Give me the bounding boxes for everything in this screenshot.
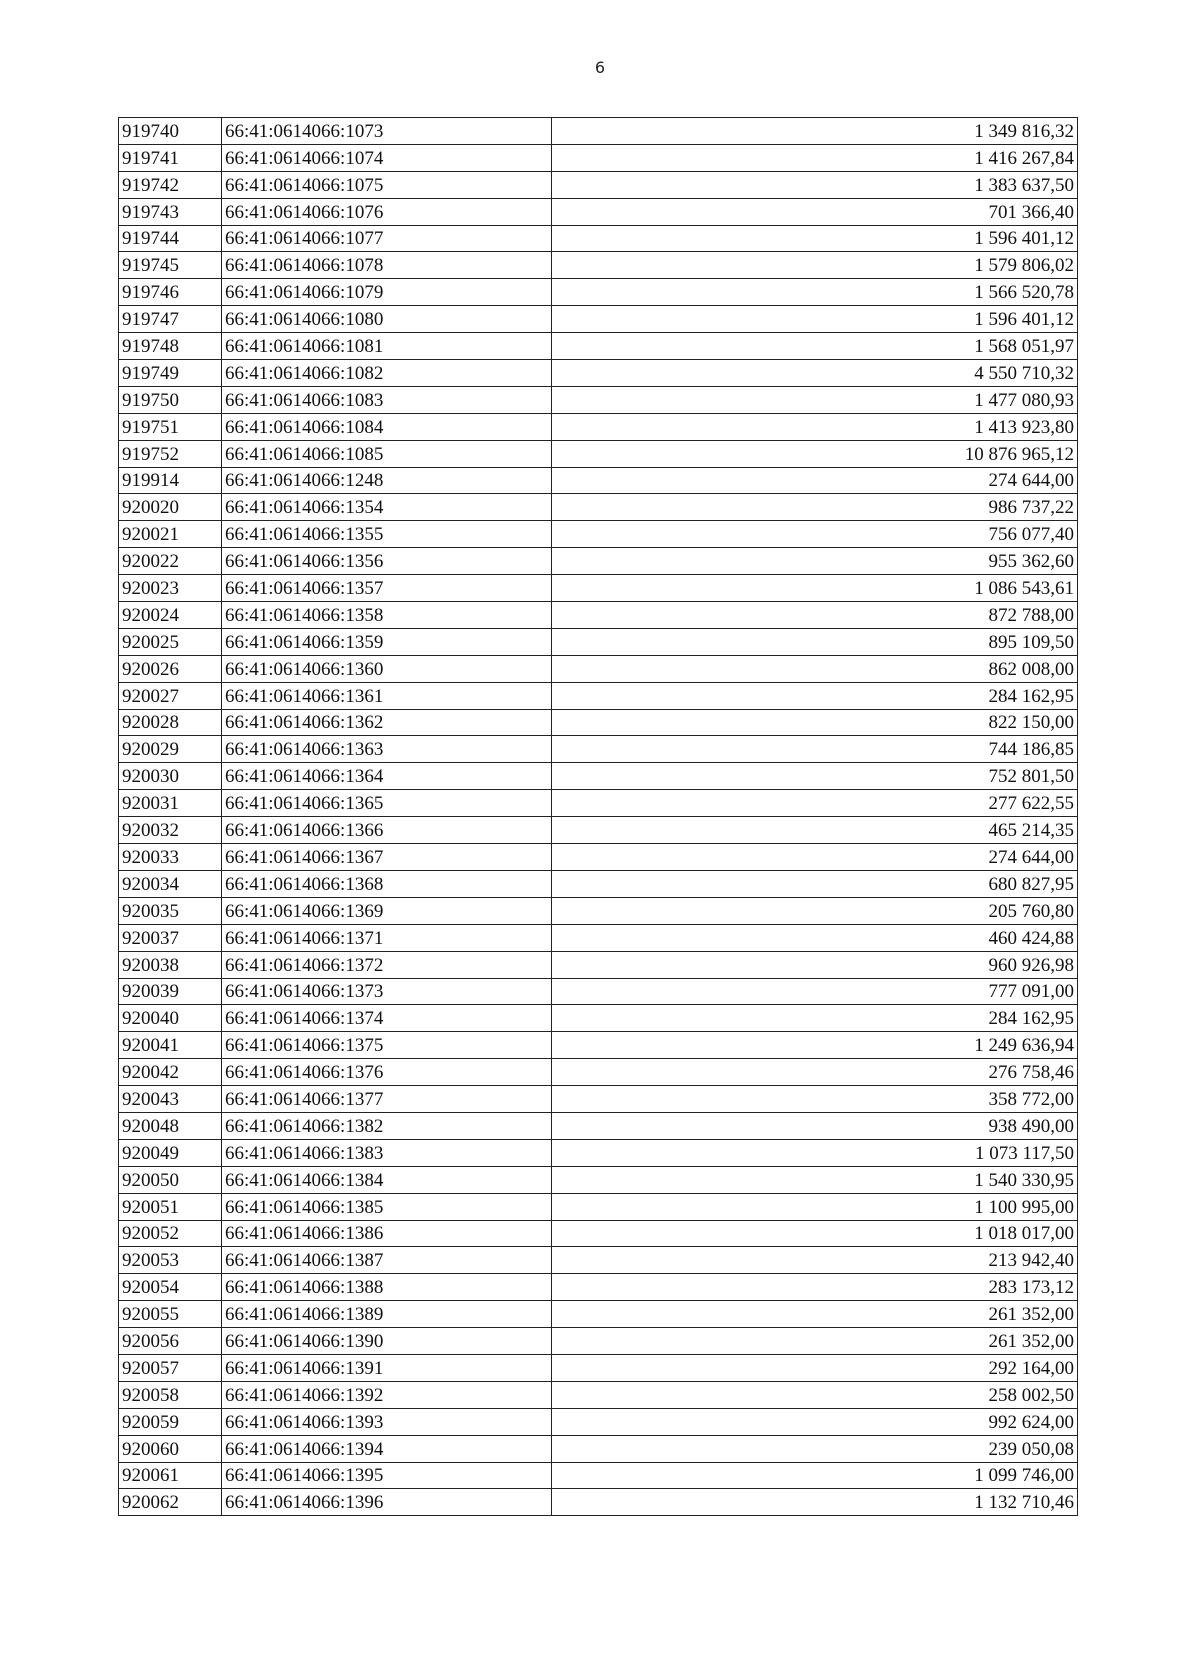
cell-empty: [552, 521, 868, 548]
table-row: [119, 360, 1078, 387]
cell-value: 1 596 401,12: [868, 225, 1078, 252]
cell-empty: [552, 467, 868, 494]
cell-empty: [552, 1408, 868, 1435]
cell-value: 1 413 923,80: [868, 413, 1078, 440]
cell-cadastral-number: 66:41:0614066:1367: [222, 844, 552, 871]
cell-value: 261 352,00: [868, 1328, 1078, 1355]
cell-empty: [552, 682, 868, 709]
cell-cadastral-number: 66:41:0614066:1372: [222, 951, 552, 978]
cell-empty: [552, 144, 868, 171]
cell-value: 276 758,46: [868, 1059, 1078, 1086]
cell-value: 986 737,22: [868, 494, 1078, 521]
cell-id: 920027: [119, 682, 222, 709]
table-row: [119, 521, 1078, 548]
cell-id: 920031: [119, 790, 222, 817]
cell-id: 920026: [119, 655, 222, 682]
cell-cadastral-number: 66:41:0614066:1386: [222, 1220, 552, 1247]
cell-empty: [552, 709, 868, 736]
cell-empty: [552, 440, 868, 467]
cell-value: 862 008,00: [868, 655, 1078, 682]
cell-value: 258 002,50: [868, 1381, 1078, 1408]
cell-value: 10 876 965,12: [868, 440, 1078, 467]
cell-cadastral-number: 66:41:0614066:1076: [222, 198, 552, 225]
cell-id: 920020: [119, 494, 222, 521]
cell-empty: [552, 252, 868, 279]
cell-value: 938 490,00: [868, 1112, 1078, 1139]
cell-cadastral-number: 66:41:0614066:1073: [222, 118, 552, 145]
cell-empty: [552, 575, 868, 602]
cell-cadastral-number: 66:41:0614066:1394: [222, 1435, 552, 1462]
cell-id: 919743: [119, 198, 222, 225]
cell-value: 1 132 710,46: [868, 1489, 1078, 1516]
cell-value: 895 109,50: [868, 628, 1078, 655]
cell-empty: [552, 1086, 868, 1113]
cell-empty: [552, 118, 868, 145]
cell-cadastral-number: 66:41:0614066:1363: [222, 736, 552, 763]
table-row: [119, 709, 1078, 736]
cell-id: 920041: [119, 1032, 222, 1059]
cell-value: 205 760,80: [868, 897, 1078, 924]
cell-cadastral-number: 66:41:0614066:1396: [222, 1489, 552, 1516]
cell-empty: [552, 1139, 868, 1166]
cell-cadastral-number: 66:41:0614066:1384: [222, 1166, 552, 1193]
cell-cadastral-number: 66:41:0614066:1082: [222, 360, 552, 387]
table-row: [119, 1328, 1078, 1355]
cell-cadastral-number: 66:41:0614066:1389: [222, 1301, 552, 1328]
cell-cadastral-number: 66:41:0614066:1079: [222, 279, 552, 306]
cell-value: 1 018 017,00: [868, 1220, 1078, 1247]
cell-id: 920042: [119, 1059, 222, 1086]
cell-value: 1 100 995,00: [868, 1193, 1078, 1220]
table-row: [119, 1032, 1078, 1059]
table-row: [119, 1193, 1078, 1220]
registry-table: [118, 117, 1078, 1516]
cell-empty: [552, 171, 868, 198]
cell-id: 920030: [119, 763, 222, 790]
cell-value: 465 214,35: [868, 817, 1078, 844]
cell-value: 261 352,00: [868, 1301, 1078, 1328]
page-number: 6: [594, 58, 606, 77]
cell-value: 1 540 330,95: [868, 1166, 1078, 1193]
table-row: [119, 1005, 1078, 1032]
table-row: [119, 978, 1078, 1005]
cell-value: 872 788,00: [868, 602, 1078, 629]
cell-empty: [552, 360, 868, 387]
cell-empty: [552, 897, 868, 924]
cell-cadastral-number: 66:41:0614066:1377: [222, 1086, 552, 1113]
table-row: [119, 333, 1078, 360]
cell-empty: [552, 1381, 868, 1408]
cell-cadastral-number: 66:41:0614066:1080: [222, 306, 552, 333]
cell-cadastral-number: 66:41:0614066:1074: [222, 144, 552, 171]
cell-cadastral-number: 66:41:0614066:1358: [222, 602, 552, 629]
cell-empty: [552, 1462, 868, 1489]
cell-value: 4 550 710,32: [868, 360, 1078, 387]
table-row: [119, 252, 1078, 279]
cell-empty: [552, 306, 868, 333]
cell-value: 292 164,00: [868, 1354, 1078, 1381]
cell-cadastral-number: 66:41:0614066:1365: [222, 790, 552, 817]
cell-id: 919748: [119, 333, 222, 360]
cell-id: 920029: [119, 736, 222, 763]
cell-empty: [552, 1032, 868, 1059]
cell-cadastral-number: 66:41:0614066:1391: [222, 1354, 552, 1381]
cell-cadastral-number: 66:41:0614066:1388: [222, 1274, 552, 1301]
table-row: [119, 655, 1078, 682]
cell-empty: [552, 1059, 868, 1086]
table-row: [119, 171, 1078, 198]
cell-cadastral-number: 66:41:0614066:1077: [222, 225, 552, 252]
cell-cadastral-number: 66:41:0614066:1383: [222, 1139, 552, 1166]
cell-id: 920035: [119, 897, 222, 924]
cell-cadastral-number: 66:41:0614066:1373: [222, 978, 552, 1005]
cell-empty: [552, 924, 868, 951]
cell-value: 213 942,40: [868, 1247, 1078, 1274]
cell-cadastral-number: 66:41:0614066:1368: [222, 870, 552, 897]
cell-cadastral-number: 66:41:0614066:1354: [222, 494, 552, 521]
cell-cadastral-number: 66:41:0614066:1387: [222, 1247, 552, 1274]
cell-empty: [552, 198, 868, 225]
cell-id: 920040: [119, 1005, 222, 1032]
cell-empty: [552, 870, 868, 897]
cell-empty: [552, 1354, 868, 1381]
cell-empty: [552, 1193, 868, 1220]
table-body: [119, 118, 1078, 1516]
cell-empty: [552, 655, 868, 682]
cell-cadastral-number: 66:41:0614066:1376: [222, 1059, 552, 1086]
cell-id: 920023: [119, 575, 222, 602]
table-row: [119, 548, 1078, 575]
cell-value: 752 801,50: [868, 763, 1078, 790]
cell-value: 274 644,00: [868, 844, 1078, 871]
table-row: [119, 1408, 1078, 1435]
table-row: [119, 736, 1078, 763]
cell-cadastral-number: 66:41:0614066:1084: [222, 413, 552, 440]
cell-id: 920056: [119, 1328, 222, 1355]
table-row: [119, 279, 1078, 306]
cell-cadastral-number: 66:41:0614066:1371: [222, 924, 552, 951]
table-row: [119, 924, 1078, 951]
table-row: [119, 144, 1078, 171]
table-row: [119, 763, 1078, 790]
cell-id: 920033: [119, 844, 222, 871]
table-row: [119, 951, 1078, 978]
cell-empty: [552, 1247, 868, 1274]
cell-id: 920052: [119, 1220, 222, 1247]
cell-value: 992 624,00: [868, 1408, 1078, 1435]
cell-value: 358 772,00: [868, 1086, 1078, 1113]
cell-empty: [552, 1005, 868, 1032]
cell-value: 701 366,40: [868, 198, 1078, 225]
cell-id: 920054: [119, 1274, 222, 1301]
cell-empty: [552, 1220, 868, 1247]
cell-id: 919747: [119, 306, 222, 333]
cell-id: 920053: [119, 1247, 222, 1274]
table-row: [119, 1274, 1078, 1301]
cell-value: 1 383 637,50: [868, 171, 1078, 198]
cell-id: 920055: [119, 1301, 222, 1328]
cell-id: 919745: [119, 252, 222, 279]
cell-id: 920060: [119, 1435, 222, 1462]
cell-empty: [552, 1489, 868, 1516]
table-row: [119, 1247, 1078, 1274]
cell-value: 1 099 746,00: [868, 1462, 1078, 1489]
cell-empty: [552, 548, 868, 575]
cell-empty: [552, 978, 868, 1005]
cell-cadastral-number: 66:41:0614066:1395: [222, 1462, 552, 1489]
cell-id: 920043: [119, 1086, 222, 1113]
cell-id: 919744: [119, 225, 222, 252]
cell-cadastral-number: 66:41:0614066:1382: [222, 1112, 552, 1139]
table-row: [119, 1220, 1078, 1247]
cell-empty: [552, 1435, 868, 1462]
table-row: [119, 494, 1078, 521]
cell-cadastral-number: 66:41:0614066:1085: [222, 440, 552, 467]
cell-cadastral-number: 66:41:0614066:1374: [222, 1005, 552, 1032]
cell-cadastral-number: 66:41:0614066:1392: [222, 1381, 552, 1408]
cell-id: 919749: [119, 360, 222, 387]
table-row: [119, 790, 1078, 817]
cell-cadastral-number: 66:41:0614066:1248: [222, 467, 552, 494]
table-row: [119, 1166, 1078, 1193]
cell-cadastral-number: 66:41:0614066:1081: [222, 333, 552, 360]
cell-empty: [552, 817, 868, 844]
cell-value: 1 477 080,93: [868, 386, 1078, 413]
cell-cadastral-number: 66:41:0614066:1390: [222, 1328, 552, 1355]
cell-id: 920038: [119, 951, 222, 978]
table-row: [119, 413, 1078, 440]
table-row: [119, 1086, 1078, 1113]
cell-value: 1 566 520,78: [868, 279, 1078, 306]
cell-value: 1 416 267,84: [868, 144, 1078, 171]
table-row: [119, 386, 1078, 413]
cell-value: 283 173,12: [868, 1274, 1078, 1301]
cell-value: 284 162,95: [868, 1005, 1078, 1032]
table-row: [119, 1301, 1078, 1328]
cell-value: 756 077,40: [868, 521, 1078, 548]
cell-id: 920024: [119, 602, 222, 629]
cell-cadastral-number: 66:41:0614066:1362: [222, 709, 552, 736]
cell-value: 277 622,55: [868, 790, 1078, 817]
table-row: [119, 1381, 1078, 1408]
cell-id: 920022: [119, 548, 222, 575]
table-row: [119, 628, 1078, 655]
cell-cadastral-number: 66:41:0614066:1083: [222, 386, 552, 413]
table-row: [119, 844, 1078, 871]
table-row: [119, 1112, 1078, 1139]
table-row: [119, 1489, 1078, 1516]
cell-cadastral-number: 66:41:0614066:1385: [222, 1193, 552, 1220]
table-row: [119, 817, 1078, 844]
cell-empty: [552, 1274, 868, 1301]
cell-id: 919750: [119, 386, 222, 413]
table-row: [119, 1354, 1078, 1381]
cell-id: 920048: [119, 1112, 222, 1139]
cell-id: 920032: [119, 817, 222, 844]
cell-empty: [552, 628, 868, 655]
cell-value: 680 827,95: [868, 870, 1078, 897]
cell-id: 920050: [119, 1166, 222, 1193]
cell-cadastral-number: 66:41:0614066:1375: [222, 1032, 552, 1059]
cell-cadastral-number: 66:41:0614066:1393: [222, 1408, 552, 1435]
table-row: [119, 575, 1078, 602]
cell-cadastral-number: 66:41:0614066:1360: [222, 655, 552, 682]
cell-cadastral-number: 66:41:0614066:1357: [222, 575, 552, 602]
cell-id: 919752: [119, 440, 222, 467]
cell-empty: [552, 1301, 868, 1328]
cell-id: 920049: [119, 1139, 222, 1166]
cell-id: 919741: [119, 144, 222, 171]
cell-cadastral-number: 66:41:0614066:1359: [222, 628, 552, 655]
cell-empty: [552, 333, 868, 360]
cell-empty: [552, 413, 868, 440]
cell-value: 1 596 401,12: [868, 306, 1078, 333]
cell-id: 919746: [119, 279, 222, 306]
table-row: [119, 897, 1078, 924]
table-row: [119, 467, 1078, 494]
table-row: [119, 440, 1078, 467]
table-row: [119, 602, 1078, 629]
cell-id: 919742: [119, 171, 222, 198]
cell-id: 920028: [119, 709, 222, 736]
table-row: [119, 306, 1078, 333]
table-row: [119, 1059, 1078, 1086]
cell-value: 1 086 543,61: [868, 575, 1078, 602]
cell-cadastral-number: 66:41:0614066:1355: [222, 521, 552, 548]
cell-cadastral-number: 66:41:0614066:1356: [222, 548, 552, 575]
table-row: [119, 682, 1078, 709]
cell-empty: [552, 1328, 868, 1355]
table-row: [119, 1435, 1078, 1462]
cell-cadastral-number: 66:41:0614066:1075: [222, 171, 552, 198]
cell-value: 1 568 051,97: [868, 333, 1078, 360]
cell-cadastral-number: 66:41:0614066:1366: [222, 817, 552, 844]
table-row: [119, 198, 1078, 225]
cell-empty: [552, 736, 868, 763]
cell-value: 1 073 117,50: [868, 1139, 1078, 1166]
cell-empty: [552, 494, 868, 521]
cell-empty: [552, 386, 868, 413]
table-row: [119, 1139, 1078, 1166]
cell-value: 239 050,08: [868, 1435, 1078, 1462]
table-row: [119, 1462, 1078, 1489]
cell-value: 1 579 806,02: [868, 252, 1078, 279]
cell-empty: [552, 844, 868, 871]
cell-cadastral-number: 66:41:0614066:1078: [222, 252, 552, 279]
cell-cadastral-number: 66:41:0614066:1361: [222, 682, 552, 709]
cell-id: 920062: [119, 1489, 222, 1516]
cell-id: 920061: [119, 1462, 222, 1489]
cell-value: 955 362,60: [868, 548, 1078, 575]
cell-empty: [552, 279, 868, 306]
cell-empty: [552, 951, 868, 978]
cell-empty: [552, 225, 868, 252]
table-row: [119, 870, 1078, 897]
cell-id: 919740: [119, 118, 222, 145]
cell-id: 920034: [119, 870, 222, 897]
cell-value: 960 926,98: [868, 951, 1078, 978]
cell-id: 920058: [119, 1381, 222, 1408]
cell-empty: [552, 1166, 868, 1193]
cell-id: 920051: [119, 1193, 222, 1220]
cell-id: 920037: [119, 924, 222, 951]
cell-id: 920021: [119, 521, 222, 548]
cell-value: 1 249 636,94: [868, 1032, 1078, 1059]
cell-value: 777 091,00: [868, 978, 1078, 1005]
cell-value: 284 162,95: [868, 682, 1078, 709]
cell-empty: [552, 790, 868, 817]
cell-id: 920039: [119, 978, 222, 1005]
cell-id: 920025: [119, 628, 222, 655]
cell-id: 920059: [119, 1408, 222, 1435]
cell-value: 822 150,00: [868, 709, 1078, 736]
cell-cadastral-number: 66:41:0614066:1364: [222, 763, 552, 790]
cell-id: 919914: [119, 467, 222, 494]
cell-value: 460 424,88: [868, 924, 1078, 951]
cell-cadastral-number: 66:41:0614066:1369: [222, 897, 552, 924]
cell-value: 1 349 816,32: [868, 118, 1078, 145]
cell-empty: [552, 602, 868, 629]
table-row: [119, 225, 1078, 252]
cell-empty: [552, 763, 868, 790]
cell-value: 744 186,85: [868, 736, 1078, 763]
table-row: [119, 118, 1078, 145]
cell-empty: [552, 1112, 868, 1139]
cell-id: 919751: [119, 413, 222, 440]
cell-id: 920057: [119, 1354, 222, 1381]
cell-value: 274 644,00: [868, 467, 1078, 494]
